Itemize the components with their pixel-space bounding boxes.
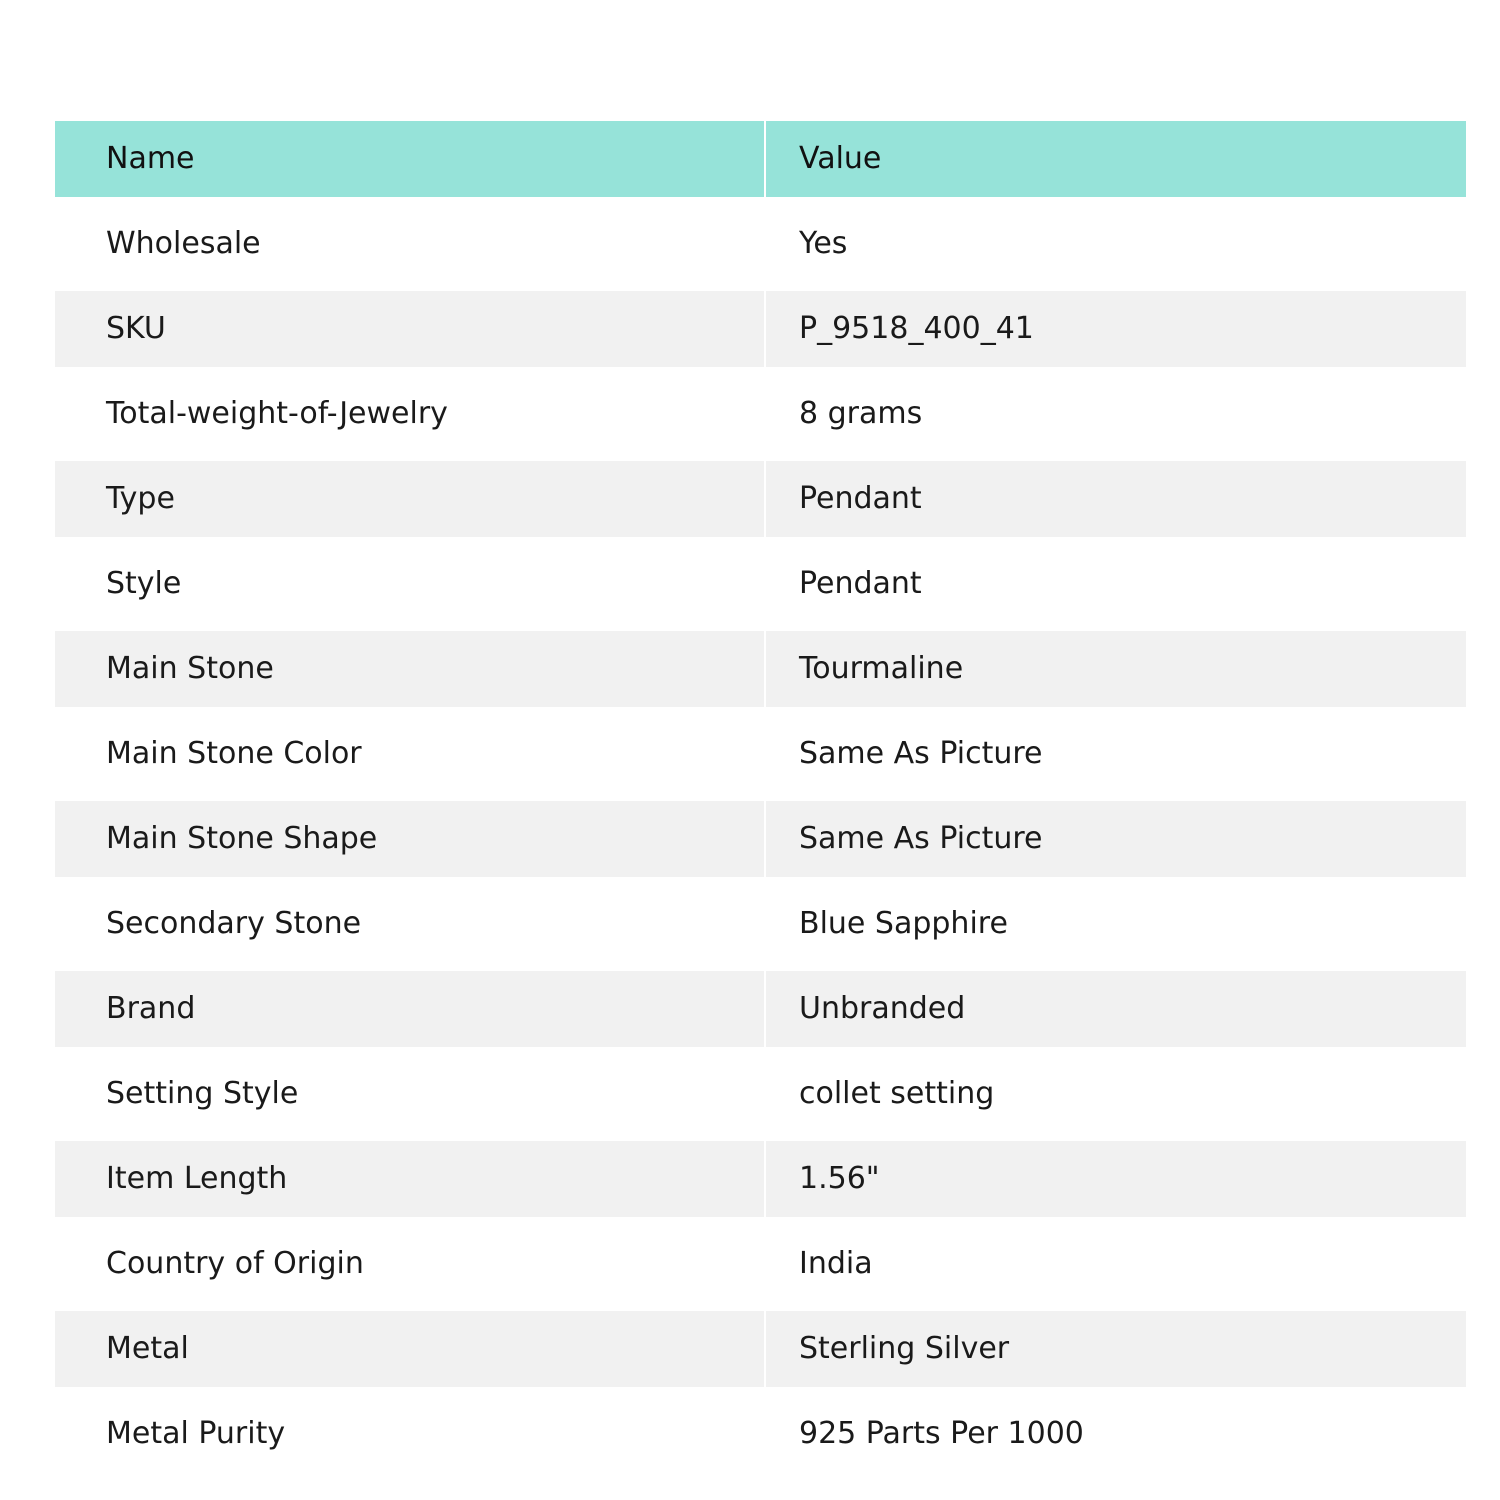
row-value-cell: Yes <box>799 226 848 261</box>
table-row <box>55 1141 1466 1217</box>
row-value-cell: P_9518_400_41 <box>766 291 1466 367</box>
table-row <box>55 971 1466 1047</box>
row-name-cell: Item Length <box>55 1141 766 1217</box>
table-header <box>55 121 1466 197</box>
row-name-cell: Metal <box>55 1311 766 1387</box>
row-value-cell: Same As Picture <box>766 801 1466 877</box>
row-name-cell: Metal Purity <box>55 1387 766 1481</box>
row-name-cell: Style <box>55 537 766 631</box>
row-name-cell: Main Stone <box>55 631 766 707</box>
row-name-cell: Total-weight-of-Jewelry <box>55 367 766 461</box>
row-value-cell: Pendant <box>799 566 922 601</box>
row-value-cell: Blue Sapphire <box>799 906 1008 941</box>
row-value-cell: Sterling Silver <box>766 1311 1466 1387</box>
table-row <box>55 461 1466 537</box>
row-name-cell: Main Stone Shape <box>55 801 766 877</box>
row-value-cell: Pendant <box>766 461 1466 537</box>
row-value-cell: 8 grams <box>799 396 923 431</box>
table-row <box>55 1311 1466 1387</box>
table-row <box>55 537 1466 631</box>
table-row <box>55 1047 1466 1141</box>
column-header-name: Name <box>55 121 766 197</box>
table-body <box>55 197 1466 1481</box>
row-value-cell: Same As Picture <box>799 736 1043 771</box>
header-row <box>55 121 1466 197</box>
table-row <box>55 707 1466 801</box>
row-value-cell: collet setting <box>799 1076 995 1111</box>
table-row <box>55 801 1466 877</box>
spec-table <box>55 121 1466 1481</box>
table-row <box>55 197 1466 291</box>
row-value-cell: India <box>799 1246 873 1281</box>
table-row <box>55 1217 1466 1311</box>
row-name-cell: Secondary Stone <box>55 877 766 971</box>
row-name-cell: Wholesale <box>55 197 766 291</box>
table-row <box>55 1387 1466 1481</box>
row-name-cell: Country of Origin <box>55 1217 766 1311</box>
table-row <box>55 291 1466 367</box>
row-name-cell: Type <box>55 461 766 537</box>
row-value-cell: Unbranded <box>766 971 1466 1047</box>
row-value-cell: Tourmaline <box>766 631 1466 707</box>
row-name-cell: Brand <box>55 971 766 1047</box>
row-value-cell: 925 Parts Per 1000 <box>799 1416 1084 1451</box>
row-value-cell: 1.56" <box>766 1141 1466 1217</box>
row-name-cell: SKU <box>55 291 766 367</box>
row-name-cell: Setting Style <box>55 1047 766 1141</box>
table-row <box>55 877 1466 971</box>
column-header-value: Value <box>766 121 1466 197</box>
table-row <box>55 631 1466 707</box>
table-row <box>55 367 1466 461</box>
row-name-cell: Main Stone Color <box>55 707 766 801</box>
